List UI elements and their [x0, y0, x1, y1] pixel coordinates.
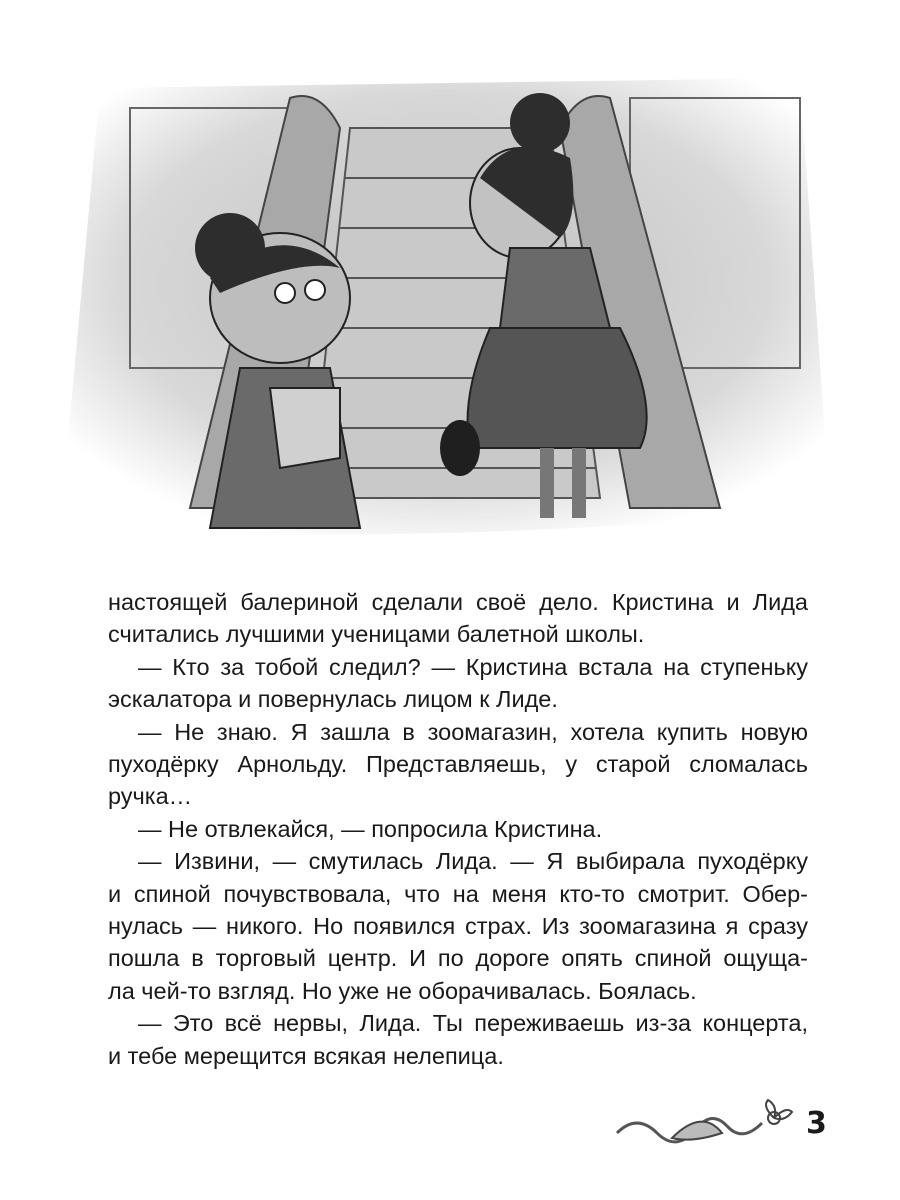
- body-text: [108, 586, 808, 1072]
- page-number: 3: [806, 1106, 827, 1141]
- ribbon-ornament: [612, 1098, 802, 1158]
- text-line: ла чей-то взгляд. Но уже не оборачивалась. Боялась.: [108, 977, 697, 1004]
- illustration-escalator: [40, 68, 860, 540]
- text-line: — Кто за тобой следил? — Кристина встала на ступеньку: [138, 653, 808, 680]
- text-line: считались лучшими ученицами балетной школы.: [108, 621, 645, 648]
- text-line: — Не отвлекайся, — попросила Кристина.: [138, 815, 603, 842]
- text-line: нулась — никого. Но появился страх. Из зоомагазина я сразу: [108, 913, 808, 940]
- text-line: — Не знаю. Я зашла в зоомагазин, хотела купить новую: [138, 718, 808, 745]
- text-line: — Извини, — смутилась Лида. — Я выбирала пуходёрку: [138, 848, 808, 875]
- text-line: — Это всё нервы, Лида. Ты переживаешь из-за концерта,: [138, 1010, 808, 1037]
- text-line: пуходёрку Арнольду. Представляешь, у старой сломалась: [108, 751, 808, 778]
- text-line: и тебе мерещится всякая нелепица.: [108, 1042, 504, 1069]
- text-line: и спиной почувствовала, что на меня кто-то смотрит. Обер-: [108, 880, 808, 907]
- text-line: пошла в торговый центр. И по дороге опять спиной ощуща-: [108, 945, 808, 972]
- text-line: эскалатора и повернулась лицом к Лиде.: [108, 686, 558, 713]
- text-line: настоящей балериной сделали своё дело. Кристина и Лида: [108, 589, 808, 615]
- text-line: ручка…: [108, 783, 193, 810]
